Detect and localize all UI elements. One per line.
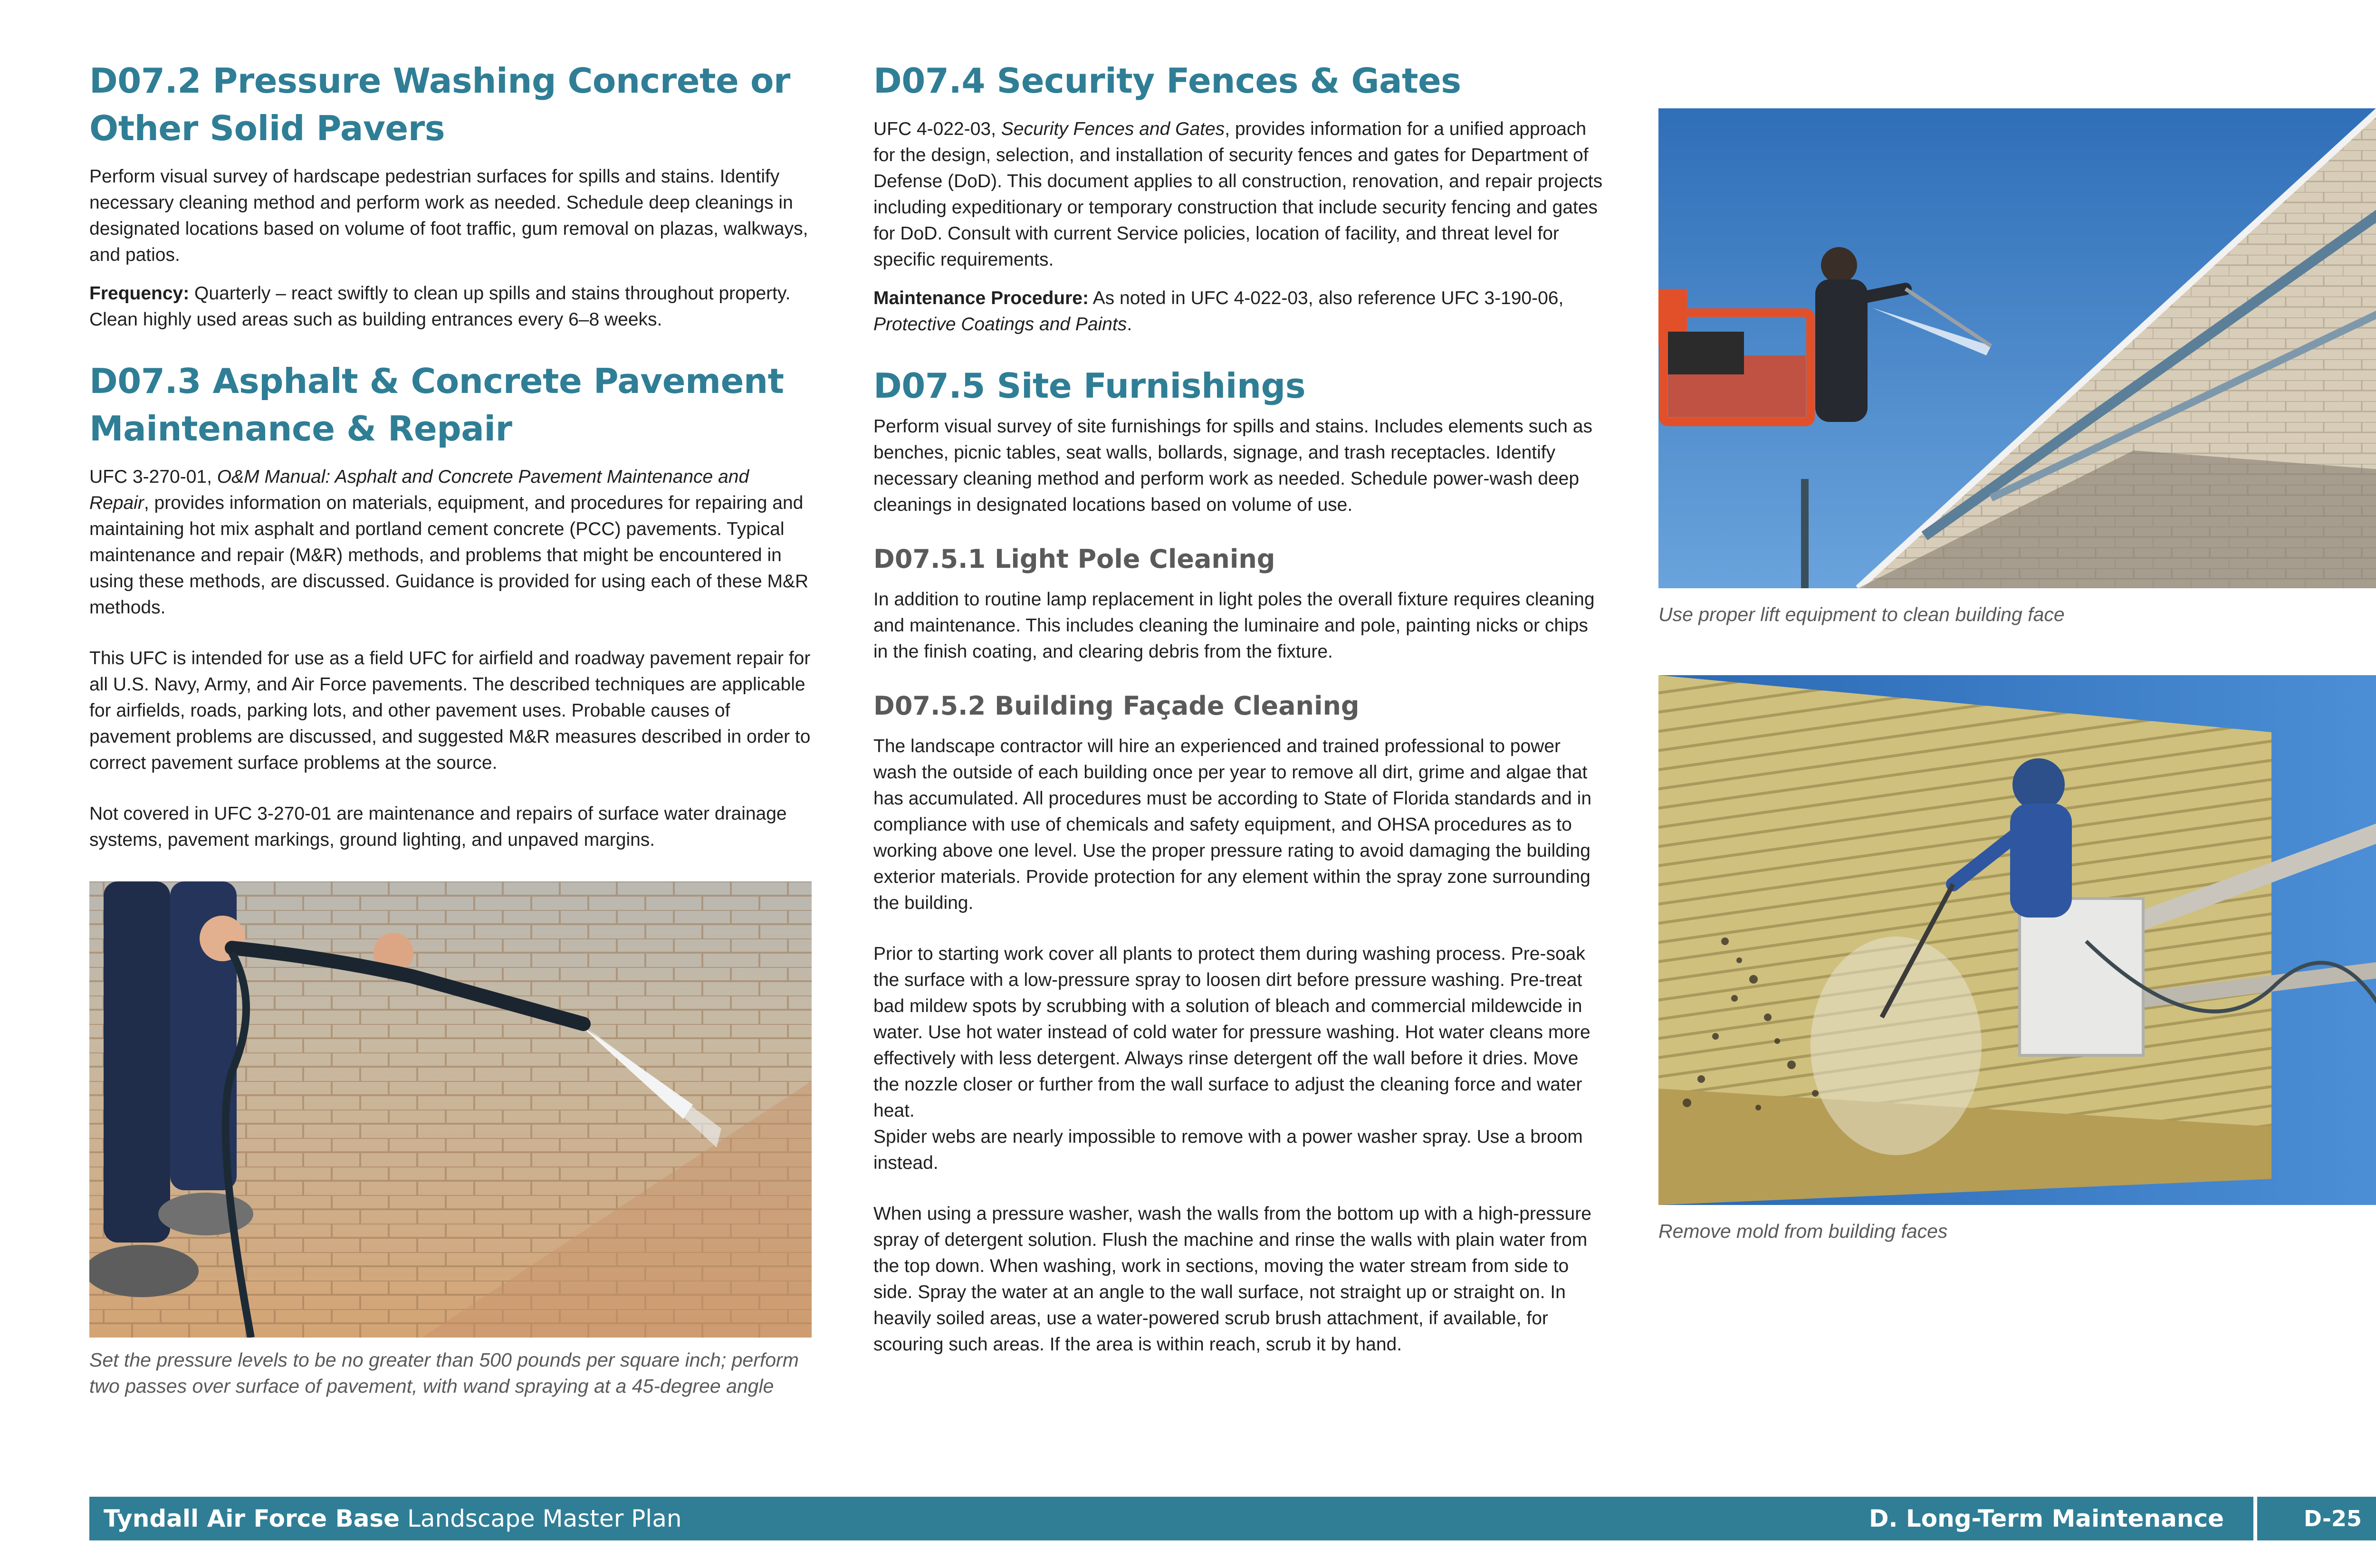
page-footer	[89, 1497, 2376, 1540]
pressure-washing-pavers-photo	[89, 881, 812, 1338]
procedure-text: As noted in UFC 4-022-03, also reference UFC 3-190-06,	[1088, 288, 1564, 308]
ufc-ref: UFC 3-270-01,	[89, 467, 217, 487]
lift-photo-illustration	[1658, 108, 2376, 588]
procedure-title: Protective Coatings and Paints	[873, 314, 1127, 335]
subsection-heading-d0751: D07.5.1 Light Pole Cleaning	[873, 544, 1275, 574]
section-heading-d073: D07.3 Asphalt & Concrete Pavement Maintenance & Repair	[89, 361, 784, 449]
d0752-paragraph-2b: Spider webs are nearly impossible to remove with a power washer spray. Use a broom instead.	[873, 1127, 1583, 1173]
mold-photo-caption: Remove mold from building faces	[1658, 1220, 1948, 1242]
frequency-text: Quarterly – react swiftly to clean up spills and stains throughout property. Clean highly used areas such as building entrances every 6–8 weeks.	[89, 283, 791, 330]
d074-maintenance-procedure	[873, 285, 1603, 337]
d072-frequency	[89, 280, 812, 333]
d074-p1-rest: , provides information for a unified approach for the design, selection, and installation of security fences and gates for Department of Defense (DoD). This document applies to all construction, renovation, and repair projects including expeditionary or temporary construction that include security fencing and gates for DoD. Consult with current Service policies, location of facility, and threat level for specific requirements.	[873, 119, 1603, 270]
d073-paragraph-2: This UFC is intended for use as a field UFC for airfield and roadway pavement repair for all U.S. Navy, Army, and Air Force pavements. The described techniques are applicable for airfields, roads, parking lots, and other pavement uses. Probable causes of pavement problems are discussed, and suggested M&R measures described in order to correct pavement surface problems at the source.	[89, 648, 811, 773]
middle-column	[873, 57, 1603, 1370]
d0751-body: In addition to routine lamp replacement in light poles the overall fixture requires cleaning and maintenance. This includes cleaning the luminaire and pole, painting nicks or chips in the finish coating, and clearing debris from the fixture.	[873, 589, 1595, 662]
d0752-paragraph-1: The landscape contractor will hire an experienced and trained professional to power wash the outside of each building once per year to remove all dirt, grime and algae that has accumulated. All procedures must be according to State of Florida standards and in compliance with use of chemicals and safety equipment, and OHSA procedures as to working above one level. Use the proper pressure rating to avoid damaging the building exterior materials. Provide protection for any element within the spray zone surrounding the building.	[873, 736, 1592, 913]
mold-photo-illustration	[1658, 675, 2376, 1205]
paving-photo-caption: Set the pressure levels to be no greater than 500 pounds per square inch; perform two passes over surface of pavement, with wand spraying at a 45-degree angle	[89, 1349, 799, 1397]
section-heading-d072: D07.2 Pressure Washing Concrete or Other Solid Pavers	[89, 61, 790, 148]
d0752-paragraph-3: When using a pressure washer, wash the walls from the bottom up with a high-pressure spray of detergent solution. Flush the machine and rinse the walls with plain water from the top down. When washing, work in sections, moving the water stream from side to side. Spray the water at an angle to the wall surface, not straight up or straight on. In heavily soiled areas, use a water-powered scrub brush attachment, if available, for scouring such areas. If the area is within reach, scrub it by hand.	[873, 1204, 1591, 1355]
ufc-ref: UFC 4-022-03,	[873, 119, 1001, 139]
procedure-end: .	[1127, 314, 1132, 335]
mold-removal-photo	[1658, 675, 2376, 1205]
d0752-paragraph-2: Prior to starting work cover all plants to protect them during washing process. Pre-soak the surface with a low-pressure spray to loosen dirt before pressure washing. Pre-treat bad mildew spots by scrubbing with a solution of bleach and commercial mildewcide in water. Use hot water instead of cold water for pressure washing. Hot water cleans more effectively with less detergent. Always rinse detergent off the wall before it dries. Move the nozzle closer or further from the wall surface to adjust the cleaning force and water heat.	[873, 944, 1590, 1121]
d073-paragraph-1	[89, 464, 812, 621]
plan-name: Landscape Master Plan	[400, 1505, 682, 1532]
footer-divider	[2253, 1497, 2257, 1540]
lift-photo-caption: Use proper lift equipment to clean building face	[1658, 603, 2065, 625]
subsection-heading-d0752: D07.5.2 Building Façade Cleaning	[873, 691, 1360, 721]
document-title	[104, 1497, 682, 1540]
d073-p1-rest: , provides information on materials, equipment, and procedures for repairing and maintaining hot mix asphalt and portland cement concrete (PCC) pavements. Typical maintenance and repair (M&R) methods, and problems that might be encountered in using these methods, are discussed. Guidance is provided for using each of these M&R methods.	[89, 493, 809, 618]
paver-photo-illustration	[89, 881, 812, 1338]
d073-paragraph-3: Not covered in UFC 3-270-01 are maintenance and repairs of surface water drainage systems, pavement markings, ground lighting, and unpaved margins.	[89, 803, 787, 850]
right-column	[1658, 57, 2376, 1244]
procedure-label: Maintenance Procedure:	[873, 288, 1089, 308]
section-heading-d074: D07.4 Security Fences & Gates	[873, 61, 1461, 101]
page-number: D-25	[2303, 1506, 2362, 1531]
ufc-title: Security Fences and Gates	[1001, 119, 1225, 139]
section-title: D. Long-Term Maintenance	[1869, 1505, 2224, 1532]
base-name: Tyndall Air Force Base	[104, 1505, 400, 1532]
d072-body: Perform visual survey of hardscape pedestrian surfaces for spills and stains. Identify necessary cleaning method and perform work as needed. Schedule deep cleanings in designated locations based on volume of foot traffic, gum removal on plazas, walkways, and patios.	[89, 166, 808, 265]
frequency-label: Frequency:	[89, 283, 190, 304]
left-column	[89, 57, 812, 1399]
d074-paragraph-1	[873, 116, 1603, 273]
section-heading-d075: D07.5 Site Furnishings	[873, 366, 1306, 406]
ufc-title: O&M Manual: Asphalt and Concrete Pavement Maintenance and Repair	[89, 467, 749, 513]
d075-body: Perform visual survey of site furnishings for spills and stains. Includes elements such as benches, picnic tables, seat walls, bollards, signage, and trash receptacles. Identify necessary cleaning method and perform work as needed. Schedule power-wash deep cleanings in designated locations based on volume of use.	[873, 416, 1593, 515]
lift-cleaning-photo	[1658, 108, 2376, 588]
